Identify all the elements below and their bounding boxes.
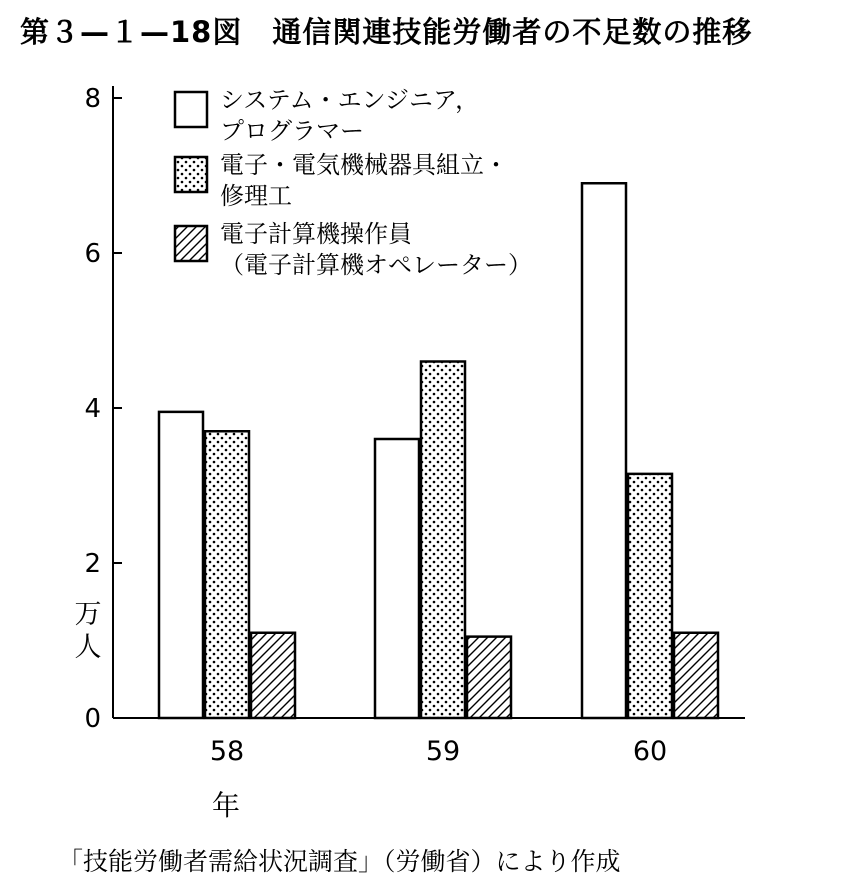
chart-title: 第３—１—18図 通信関連技能労働者の不足数の推移 xyxy=(20,15,753,49)
y-axis-label: 万人 xyxy=(74,599,102,663)
bar-58-series-2 xyxy=(205,431,249,718)
x-tick-label: 59 xyxy=(425,736,461,767)
y-tick-label: 2 xyxy=(84,549,101,579)
legend-label-3: 電子計算機操作員（電子計算機オペレーター） xyxy=(220,220,532,279)
bar-59-series-1 xyxy=(375,439,419,718)
bar-58-series-1 xyxy=(159,412,203,718)
x-axis-label: 年 xyxy=(211,789,241,822)
y-tick-label: 8 xyxy=(84,84,101,114)
bar-60-series-1 xyxy=(582,183,626,718)
bar-58-series-3 xyxy=(251,633,295,718)
legend xyxy=(175,86,532,279)
x-tick-label: 58 xyxy=(209,736,245,767)
legend-swatch-3 xyxy=(175,226,207,261)
x-tick-label: 60 xyxy=(632,736,668,767)
y-tick-label: 4 xyxy=(84,394,101,424)
legend-swatch-2 xyxy=(175,157,207,192)
legend-label-1: システム・エンジニア，プログラマー xyxy=(220,86,480,145)
bar-59-series-2 xyxy=(421,362,465,719)
bar-60-series-3 xyxy=(674,633,718,718)
y-tick-label: 6 xyxy=(84,239,101,269)
source-note: 「技能労働者需給状況調査」（労働省）により作成 xyxy=(58,847,621,876)
bar-59-series-3 xyxy=(467,637,511,718)
bar-60-series-2 xyxy=(628,474,672,718)
y-tick-label: 0 xyxy=(84,704,101,734)
legend-label-2: 電子・電気機械器具組立・修理工 xyxy=(220,151,508,210)
legend-swatch-1 xyxy=(175,92,207,127)
